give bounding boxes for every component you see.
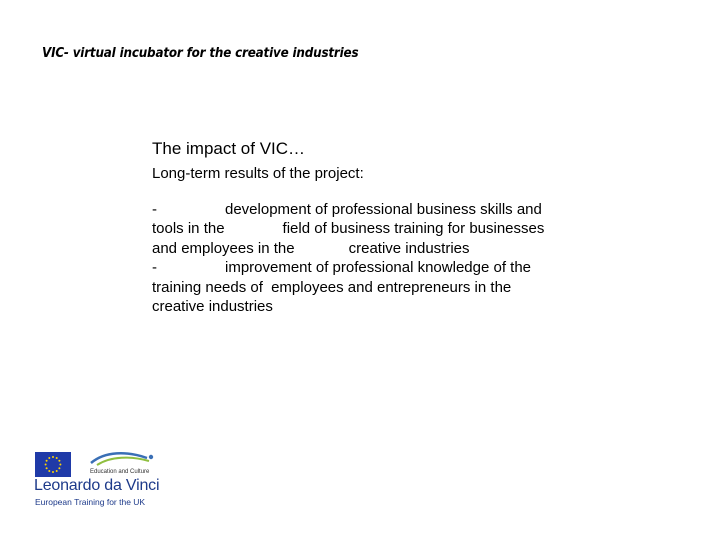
bullet-text: field of business training for businesses (282, 220, 545, 238)
bullet-item (152, 200, 622, 258)
bullet-text: creative industries (152, 298, 273, 316)
logo-tagline: European Training for the UK (35, 497, 146, 507)
bullet-text: creative industries (348, 239, 470, 257)
programme-name: Education and Culture (90, 469, 150, 475)
bullet-text: and employees in the (152, 239, 295, 257)
leonardo-da-vinci-logo (32, 449, 172, 511)
slide-heading: The impact of VIC… (152, 139, 306, 158)
bullet-text: employees and entrepreneurs in the (271, 278, 512, 296)
bullet-text: training needs of (152, 278, 263, 296)
bullet-list (152, 200, 622, 316)
bullet-dash: - (152, 201, 157, 218)
slide-subheading: Long-term results of the project: (152, 165, 364, 182)
bullet-item (152, 258, 622, 316)
eu-flag-icon (35, 452, 71, 477)
bullet-text: development of professional business skills and (225, 201, 542, 218)
bullet-text: tools in the (152, 220, 225, 238)
header-title: VIC- virtual incubator for the creative industries (42, 46, 359, 61)
logo-name: Leonardo da Vinci (34, 477, 160, 494)
bullet-dash: - (152, 259, 157, 277)
bullet-text: improvement of professional knowledge of the (225, 259, 532, 277)
